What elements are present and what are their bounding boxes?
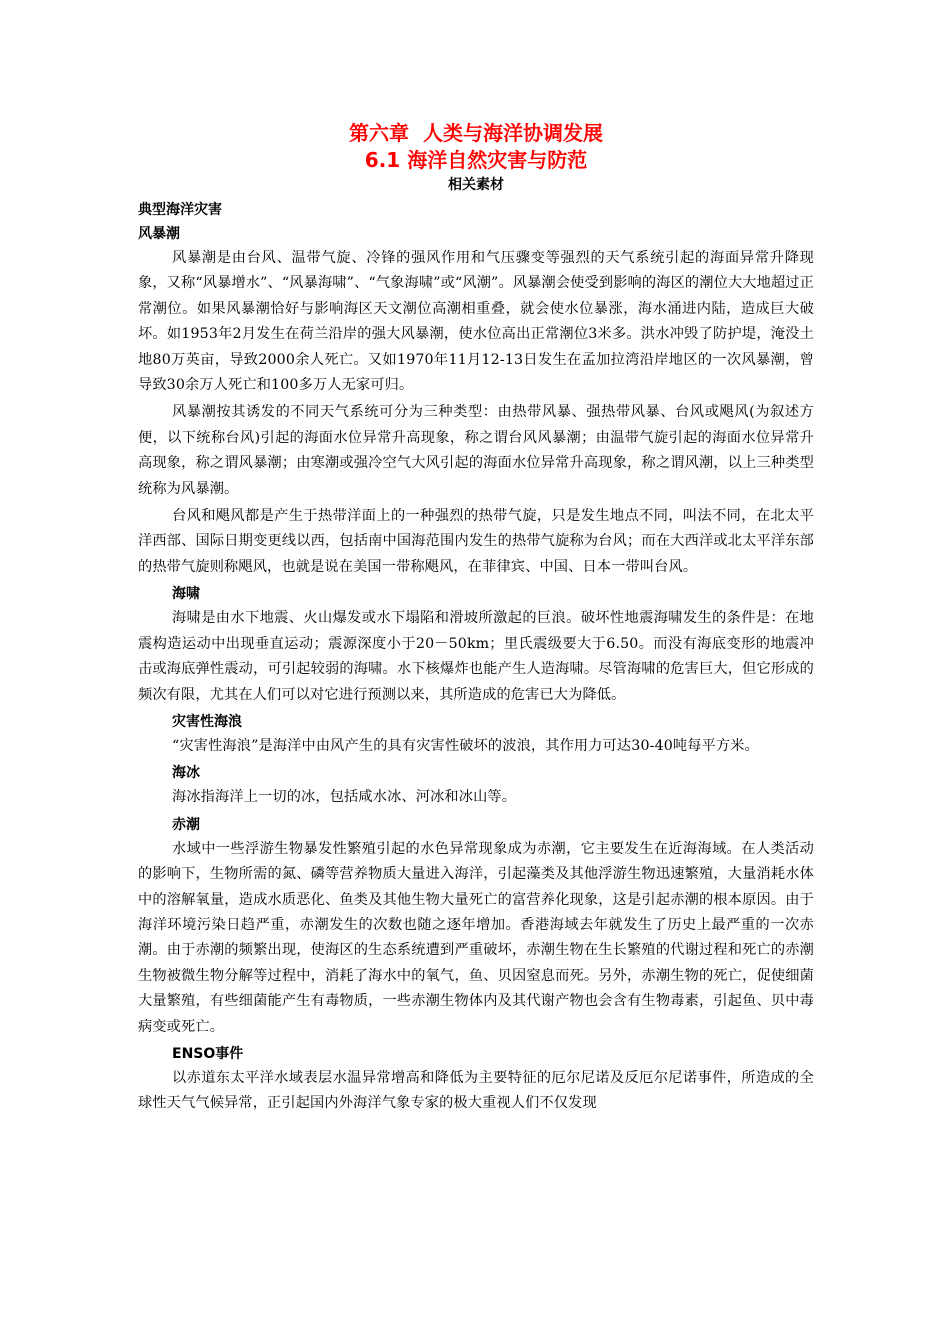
waves-heading: 灾害性海浪 xyxy=(172,713,242,730)
subtitle: 相关素材 xyxy=(448,177,504,193)
sea-ice-heading: 海冰 xyxy=(172,765,200,782)
red-tide-paragraph: 水域中一些浮游生物暴发性繁殖引起的水色异常现象成为赤潮，它主要发生在近海海域。在人类活动的影响下，生物所需的氮、磷等营养物质大量进入海洋，引起藻类及其他浮游生物迅速繁殖，大量消耗水体中的溶解氧量，造成水质恶化、鱼类及其他生物大量死亡的富营养化现象，这是引起赤潮的根本原因。由于海洋环境污染日趋严重，赤潮发生的次数也随之逐年增加。香港海域去年就发生了历史上最严重的一次赤潮。由于赤潮的频繁出现，使海区的生态系统遭到严重破坏，赤潮生物在生长繁殖的代谢过程和死亡的赤潮生物被微生物分解等过程中，消耗了海水中的氧气，鱼、贝因窒息而死。另外，赤潮生物的死亡，促使细菌大量繁殖，有些细菌能产生有毒物质，一些赤潮生物体内及其代谢产物也会含有生物毒素，引起鱼、贝中毒病变或死亡。 xyxy=(138,840,814,1035)
section-title: 6.1 海洋自然灾害与防范 xyxy=(364,148,588,172)
enso-heading: ENSO事件 xyxy=(172,1045,244,1062)
enso-paragraph: 以赤道东太平洋水域表层水温异常增高和降低为主要特征的厄尔尼诺及反厄尔尼诺事件，所造成的全球性天气气候异常，正引起国内外海洋气象专家的极大重视人们不仅发现 xyxy=(138,1069,814,1112)
chapter-title: 第六章 人类与海洋协调发展 xyxy=(349,121,603,145)
storm-surge-paragraph: 台风和飓风都是产生于热带洋面上的一种强烈的热带气旋，只是发生地点不同，叫法不同，在北太平洋西部、国际日期变更线以西，包括南中国海范围内发生的热带气旋称为台风；而在大西洋或北太平洋东部的热带气旋则称飓风，也就是说在美国一带称飓风，在菲律宾、中国、日本一带叫台风。 xyxy=(138,508,814,575)
tsunami-paragraph: 海啸是由水下地震、火山爆发或水下塌陷和滑坡所激起的巨浪。破坏性地震海啸发生的条件是：在地震构造运动中出现垂直运动；震源深度小于20－50km；里氏震级要大于6.50。而没有海底变形的地震冲击或海底弹性震动，可引起较弱的海啸。水下核爆炸也能产生人造海啸。尽管海啸的危害巨大，但它形成的频次有限，尤其在人们可以对它进行预测以来，其所造成的危害已大为降低。 xyxy=(138,610,814,703)
storm-surge-heading: 风暴潮 xyxy=(138,226,180,242)
sea-ice-paragraph: 海冰指海洋上一切的冰，包括咸水冰、河冰和冰山等。 xyxy=(172,789,517,806)
waves-paragraph: “灾害性海浪”是海洋中由风产生的具有灾害性破坏的波浪，其作用力可达30-40吨每平方米。 xyxy=(172,737,759,754)
document-page xyxy=(138,120,814,1119)
section-heading: 典型海洋灾害 xyxy=(138,202,222,218)
storm-surge-paragraph: 风暴潮按其诱发的不同天气系统可分为三种类型：由热带风暴、强热带风暴、台风或飓风(为叙述方便，以下统称台风)引起的海面水位异常升高现象，称之谓台风风暴潮；由温带气旋引起的海面水位异常升高现象，称之谓风暴潮；由寒潮或强冷空气大风引起的海面水位异常升高现象，称之谓风潮，以上三种类型统称为风暴潮。 xyxy=(138,404,814,497)
storm-surge-paragraph: 风暴潮是由台风、温带气旋、冷锋的强风作用和气压骤变等强烈的天气系统引起的海面异常升降现象，又称“风暴增水”、“风暴海啸”、“气象海啸”或“风潮”。风暴潮会使受到影响的海区的潮位大大地超过正常潮位。如果风暴潮恰好与影响海区天文潮位高潮相重叠，就会使水位暴涨，海水涌进内陆，造成巨大破坏。如1953年2月发生在荷兰沿岸的强大风暴潮，使水位高出正常潮位3米多。洪水冲毁了防护堤，淹没土地80万英亩，导致2000余人死亡。又如1970年11月12-13日发生在孟加拉湾沿岸地区的一次风暴潮，曾导致30余万人死亡和100多万人无家可归。 xyxy=(138,250,814,394)
red-tide-heading: 赤潮 xyxy=(172,816,200,833)
tsunami-heading: 海啸 xyxy=(172,586,200,603)
